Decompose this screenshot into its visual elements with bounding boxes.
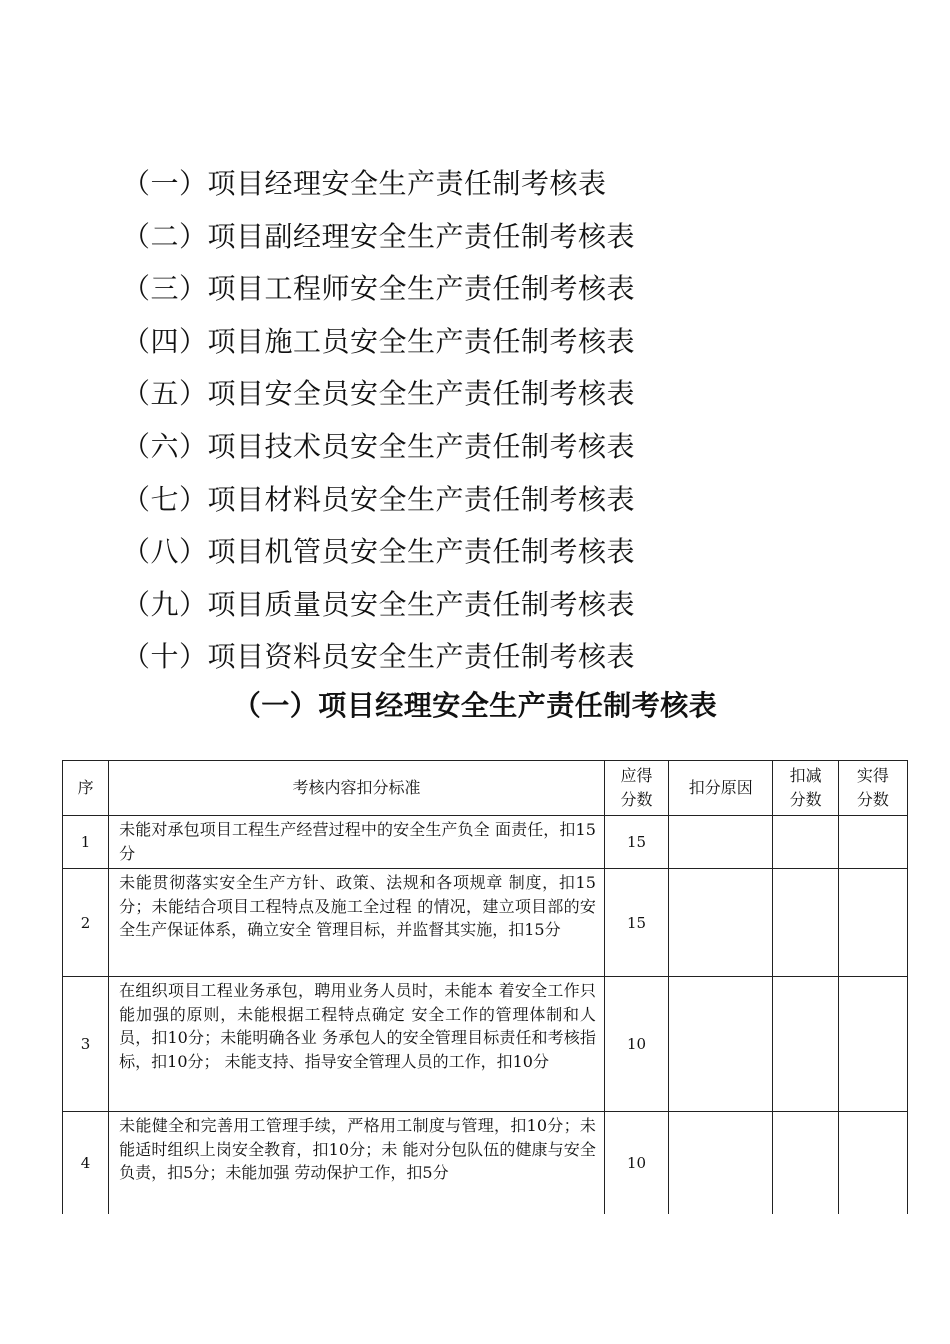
- index-item: （四）项目施工员安全生产责任制考核表: [122, 324, 636, 358]
- header-should-score-label: 应得 分数: [620, 766, 653, 809]
- index-item: （七）项目材料员安全生产责任制考核表: [122, 482, 636, 516]
- row-content: 未能对承包项目工程生产经营过程中的安全生产负全 面责任，扣15分: [109, 816, 605, 869]
- row-content: 未能健全和完善用工管理手续，严格用工制度与管理，扣10分；未能适时组织上岗安全教育，扣10分；未 能对分包队伍的健康与安全负责，扣5分；未能加强 劳动保护工作，扣5分: [109, 1112, 605, 1215]
- header-should-score: [604, 761, 668, 816]
- table-row: [63, 869, 908, 977]
- header-content: 考核内容扣分标准: [109, 761, 605, 816]
- header-deduct-score: [773, 761, 838, 816]
- document-index-list: [122, 158, 635, 684]
- row-seq: 2: [63, 869, 109, 977]
- row-deduct-reason-cell[interactable]: [669, 977, 773, 1112]
- index-item: （六）项目技术员安全生产责任制考核表: [122, 429, 636, 463]
- header-seq: 序: [63, 761, 109, 816]
- row-seq: 1: [63, 816, 109, 869]
- index-item: （一）项目经理安全生产责任制考核表: [122, 167, 607, 200]
- row-deduct-reason-cell[interactable]: [669, 1112, 773, 1215]
- row-actual-score-cell[interactable]: [838, 1112, 907, 1215]
- row-should-score: 15: [604, 869, 668, 977]
- index-item: （九）项目质量员安全生产责任制考核表: [122, 587, 636, 621]
- row-content: 未能贯彻落实安全生产方针、政策、法规和各项规章 制度，扣15分；未能结合项目工程特点及施工全过程 的情况，建立项目部的安全生产保证体系，确立安全 管理目标，并监督其实施，扣15分: [109, 869, 605, 977]
- row-content: 在组织项目工程业务承包，聘用业务人员时，未能本 着安全工作只能加强的原则，未能根据工程特点确定 安全工作的管理体制和人员，扣10分；未能明确各业 务承包人的安全管理目标责任和考核指标，扣10分； 未能支持、指导安全管理人员的工作，扣10分: [109, 977, 605, 1112]
- row-deduct-score-cell[interactable]: [773, 816, 838, 869]
- row-deduct-reason-cell[interactable]: [669, 869, 773, 977]
- index-item: （八）项目机管员安全生产责任制考核表: [122, 535, 636, 569]
- table-row: [63, 1112, 908, 1215]
- row-seq: 4: [63, 1112, 109, 1215]
- table-row: [63, 816, 908, 869]
- row-should-score: 15: [604, 816, 668, 869]
- row-deduct-score-cell[interactable]: [773, 1112, 838, 1215]
- row-deduct-score-cell[interactable]: [773, 977, 838, 1112]
- row-deduct-score-cell[interactable]: [773, 869, 838, 977]
- header-deduct-score-label: 扣减 分数: [789, 766, 822, 809]
- row-seq: 3: [63, 977, 109, 1112]
- header-actual-score: [838, 761, 907, 816]
- index-item: （十）项目资料员安全生产责任制考核表: [122, 640, 636, 674]
- table-header-row: [63, 761, 908, 816]
- index-item: （三）项目工程师安全生产责任制考核表: [122, 272, 636, 306]
- header-deduct-reason: 扣分原因: [669, 761, 773, 816]
- index-item: （五）项目安全员安全生产责任制考核表: [122, 377, 636, 411]
- row-actual-score-cell[interactable]: [838, 816, 907, 869]
- row-should-score: 10: [604, 1112, 668, 1215]
- index-item: （二）项目副经理安全生产责任制考核表: [122, 219, 636, 253]
- section-title: （一）项目经理安全生产责任制考核表: [232, 689, 718, 722]
- table-row: [63, 977, 908, 1112]
- assessment-table: [62, 760, 908, 1214]
- row-should-score: 10: [604, 977, 668, 1112]
- row-actual-score-cell[interactable]: [838, 869, 907, 977]
- row-deduct-reason-cell[interactable]: [669, 816, 773, 869]
- row-actual-score-cell[interactable]: [838, 977, 907, 1112]
- header-actual-score-label: 实得 分数: [856, 766, 889, 809]
